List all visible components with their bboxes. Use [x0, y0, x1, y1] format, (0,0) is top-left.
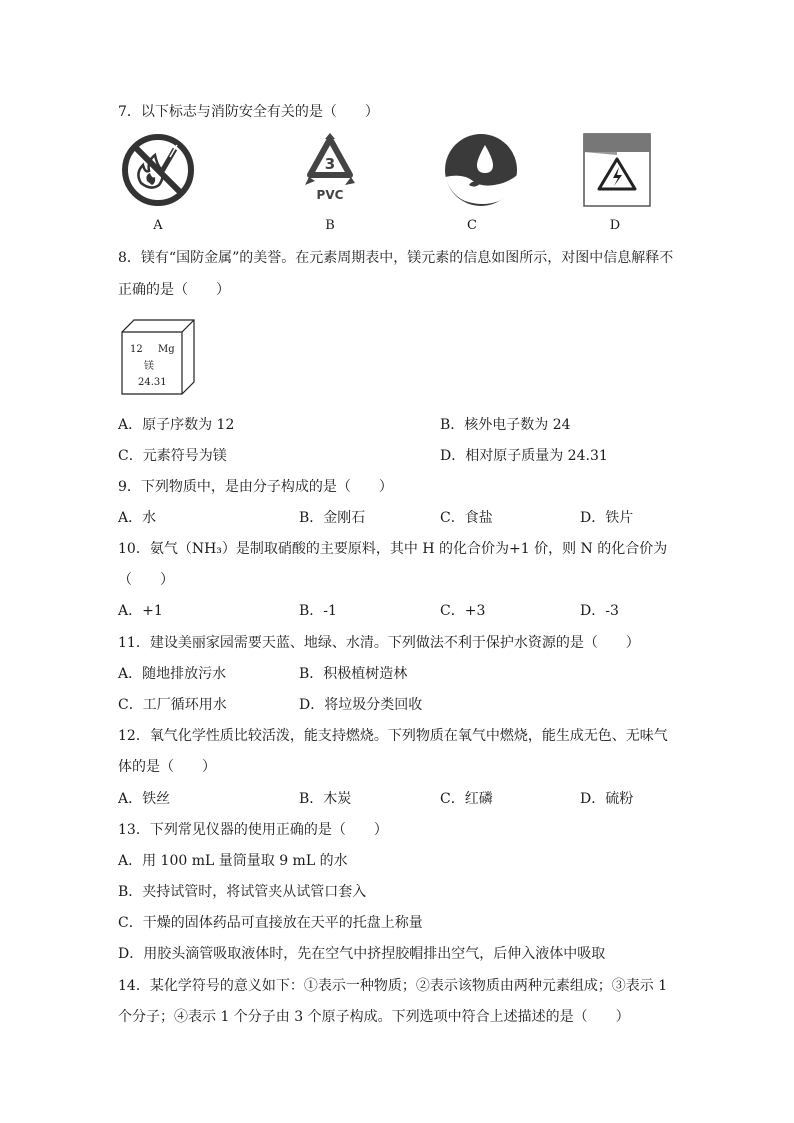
- q11-option-c: C．工厂循环用水: [118, 697, 227, 713]
- q9-stem: 9．下列物质中，是由分子构成的是（ ）: [118, 479, 393, 495]
- q9-option-d: D．铁片: [580, 510, 634, 526]
- q10-option-c: C．+3: [440, 603, 486, 619]
- sign-label: C: [467, 218, 477, 233]
- q8-stem-line1: 8．镁有“国防金属”的美誉。在元素周期表中，镁元素的信息如图所示，对图中信息解释不: [118, 250, 674, 266]
- q8-option-b: B．核外电子数为 24: [440, 417, 571, 433]
- q14-stem-line2: 个分子；④表示 1 个分子由 3 个原子构成。下列选项中符合上述描述的是（ ）: [118, 1009, 630, 1025]
- q8-option-c: C．元素符号为镁: [118, 448, 227, 464]
- q10-stem-line2: （ ）: [118, 572, 174, 588]
- q12-stem-line2: 体的是（ ）: [118, 759, 216, 775]
- q12-option-c: C．红磷: [440, 791, 493, 807]
- recycle-caption: PVC: [316, 188, 344, 202]
- q9-option-b: B．金刚石: [299, 510, 366, 526]
- q11-option-b: B．积极植树造林: [299, 666, 408, 682]
- sign-label: D: [609, 218, 621, 233]
- sign-label: B: [325, 218, 335, 233]
- q12-option-b: B．木炭: [299, 791, 352, 807]
- q10-stem-line1: 10．氨气（NH₃）是制取硝酸的主要原料，其中 H 的化合价为+1 价，则 N 的化合价为: [118, 541, 668, 557]
- no-fireworks-sign-icon: [121, 133, 195, 207]
- element-name: 镁: [144, 361, 154, 372]
- element-symbol: Mg: [158, 344, 175, 355]
- q11-option-a: A．随地排放污水: [118, 666, 227, 682]
- q13-option-d: D．用胶头滴管吸取液体时，先在空气中挤捏胶帽排出空气，后伸入液体中吸取: [118, 946, 606, 962]
- element-mass: 24.31: [138, 377, 167, 388]
- high-voltage-sign-icon: [583, 133, 651, 207]
- q11-stem: 11．建设美丽家园需要天蓝、地绿、水清。下列做法不利于保护水资源的是（ ）: [118, 635, 640, 651]
- q10-option-a: A．+1: [118, 603, 163, 619]
- recycle-number: 3: [324, 155, 336, 173]
- q12-option-a: A．铁丝: [118, 791, 171, 807]
- q14-stem-line1: 14．某化学符号的意义如下：①表示一种物质；②表示该物质由两种元素组成；③表示 1: [118, 978, 668, 994]
- q13-option-c: C．干燥的固体药品可直接放在天平的托盘上称量: [118, 915, 423, 931]
- q11-option-d: D．将垃圾分类回收: [299, 697, 423, 713]
- q9-option-c: C．食盐: [440, 510, 493, 526]
- q9-option-a: A．水: [118, 510, 157, 526]
- q13-option-a: A．用 100 mL 量筒量取 9 mL 的水: [118, 853, 348, 869]
- q12-option-d: D．硫粉: [580, 791, 634, 807]
- element-number: 12: [130, 344, 143, 355]
- q7-stem: 7．以下标志与消防安全有关的是（ ）: [118, 104, 379, 120]
- q8-option-d: D．相对原子质量为 24.31: [440, 448, 608, 464]
- sign-label: A: [153, 218, 163, 233]
- recycle-pvc-sign-icon: [303, 133, 357, 207]
- q13-option-b: B．夹持试管时，将试管夹从试管口套入: [118, 884, 367, 900]
- q10-option-b: B．-1: [299, 603, 337, 619]
- q8-option-a: A．原子序数为 12: [118, 417, 235, 433]
- q12-stem-line1: 12．氧气化学性质比较活泼，能支持燃烧。下列物质在氧气中燃烧，能生成无色、无味气: [118, 728, 668, 744]
- q13-stem: 13．下列常见仪器的使用正确的是（ ）: [118, 822, 388, 838]
- q8-stem-line2: 正确的是（ ）: [118, 282, 230, 298]
- water-saving-sign-icon: [443, 133, 519, 207]
- q10-option-d: D．-3: [580, 603, 619, 619]
